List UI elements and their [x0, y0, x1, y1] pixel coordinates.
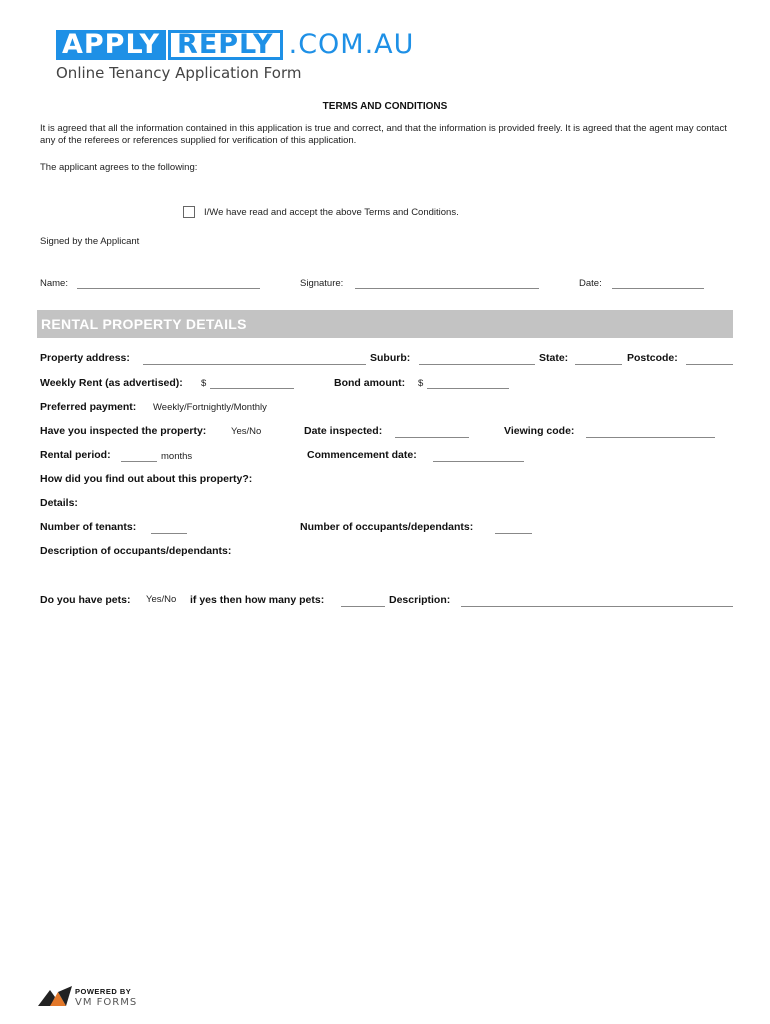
section-title: RENTAL PROPERTY DETAILS: [41, 316, 247, 332]
postcode-label: Postcode:: [627, 352, 678, 364]
commencement-date-label: Commencement date:: [307, 449, 417, 461]
details-label: Details:: [40, 497, 78, 509]
weekly-rent-field[interactable]: [210, 388, 294, 389]
rental-period-label: Rental period:: [40, 449, 111, 461]
property-address-label: Property address:: [40, 352, 130, 364]
state-field[interactable]: [575, 364, 622, 365]
rental-period-field[interactable]: [121, 461, 157, 462]
pets-description-label: Description:: [389, 594, 451, 606]
preferred-payment-label: Preferred payment:: [40, 401, 137, 413]
how-many-pets-label: if yes then how many pets:: [190, 594, 325, 606]
bond-amount-label: Bond amount:: [334, 377, 406, 389]
viewing-code-field[interactable]: [586, 437, 715, 438]
date-inspected-label: Date inspected:: [304, 425, 383, 437]
months-label: months: [161, 451, 193, 462]
logo: [56, 30, 414, 60]
weekly-rent-label: Weekly Rent (as advertised):: [40, 377, 183, 389]
signature-field[interactable]: [355, 288, 539, 289]
pets-yes-no[interactable]: Yes/No: [146, 594, 177, 605]
property-address-field[interactable]: [143, 364, 366, 365]
suburb-field[interactable]: [419, 364, 535, 365]
num-tenants-label: Number of tenants:: [40, 521, 137, 533]
agrees-text: The applicant agrees to the following:: [40, 162, 198, 173]
name-field[interactable]: [77, 288, 260, 289]
logo-domain: .COM.AU: [288, 29, 415, 60]
pets-label: Do you have pets:: [40, 594, 131, 606]
inspected-label: Have you inspected the property:: [40, 425, 207, 437]
find-out-label: How did you find out about this property?:: [40, 473, 253, 485]
form-subtitle: Online Tenancy Application Form: [56, 64, 302, 82]
weekly-rent-dollar: $: [201, 378, 207, 389]
postcode-field[interactable]: [686, 364, 733, 365]
viewing-code-label: Viewing code:: [504, 425, 575, 437]
state-label: State:: [539, 352, 569, 364]
signature-label: Signature:: [300, 278, 344, 289]
pets-description-field[interactable]: [461, 606, 733, 607]
bond-amount-field[interactable]: [427, 388, 509, 389]
name-label: Name:: [40, 278, 68, 289]
terms-body: It is agreed that all the information contained in this application is true and correct, and that the information is provided freely. It is agreed that the agent may contact any of the referees or references supplied for verification of this application.: [40, 123, 727, 146]
inspected-yes-no[interactable]: Yes/No: [231, 426, 262, 437]
date-field[interactable]: [612, 288, 704, 289]
num-occupants-field[interactable]: [495, 533, 532, 534]
date-label: Date:: [579, 278, 602, 289]
num-occupants-label: Number of occupants/dependants:: [300, 521, 474, 533]
bond-amount-dollar: $: [418, 378, 424, 389]
powered-by-label: POWERED BY: [75, 987, 132, 996]
accept-terms-checkbox[interactable]: [183, 206, 195, 218]
payment-options[interactable]: Weekly/Fortnightly/Monthly: [153, 402, 267, 413]
vm-forms-brand: VM FORMS: [75, 997, 138, 1008]
commencement-date-field[interactable]: [433, 461, 524, 462]
logo-apply: APPLY: [56, 30, 166, 60]
terms-title: TERMS AND CONDITIONS: [322, 101, 448, 112]
suburb-label: Suburb:: [370, 352, 411, 364]
accept-terms-label: I/We have read and accept the above Terms and Conditions.: [204, 207, 459, 218]
date-inspected-field[interactable]: [395, 437, 469, 438]
signed-by-label: Signed by the Applicant: [40, 236, 140, 247]
logo-reply: REPLY: [168, 30, 283, 60]
desc-occupants-label: Description of occupants/dependants:: [40, 545, 232, 557]
vm-forms-logo-icon: [38, 986, 72, 1008]
how-many-pets-field[interactable]: [341, 606, 385, 607]
num-tenants-field[interactable]: [151, 533, 187, 534]
